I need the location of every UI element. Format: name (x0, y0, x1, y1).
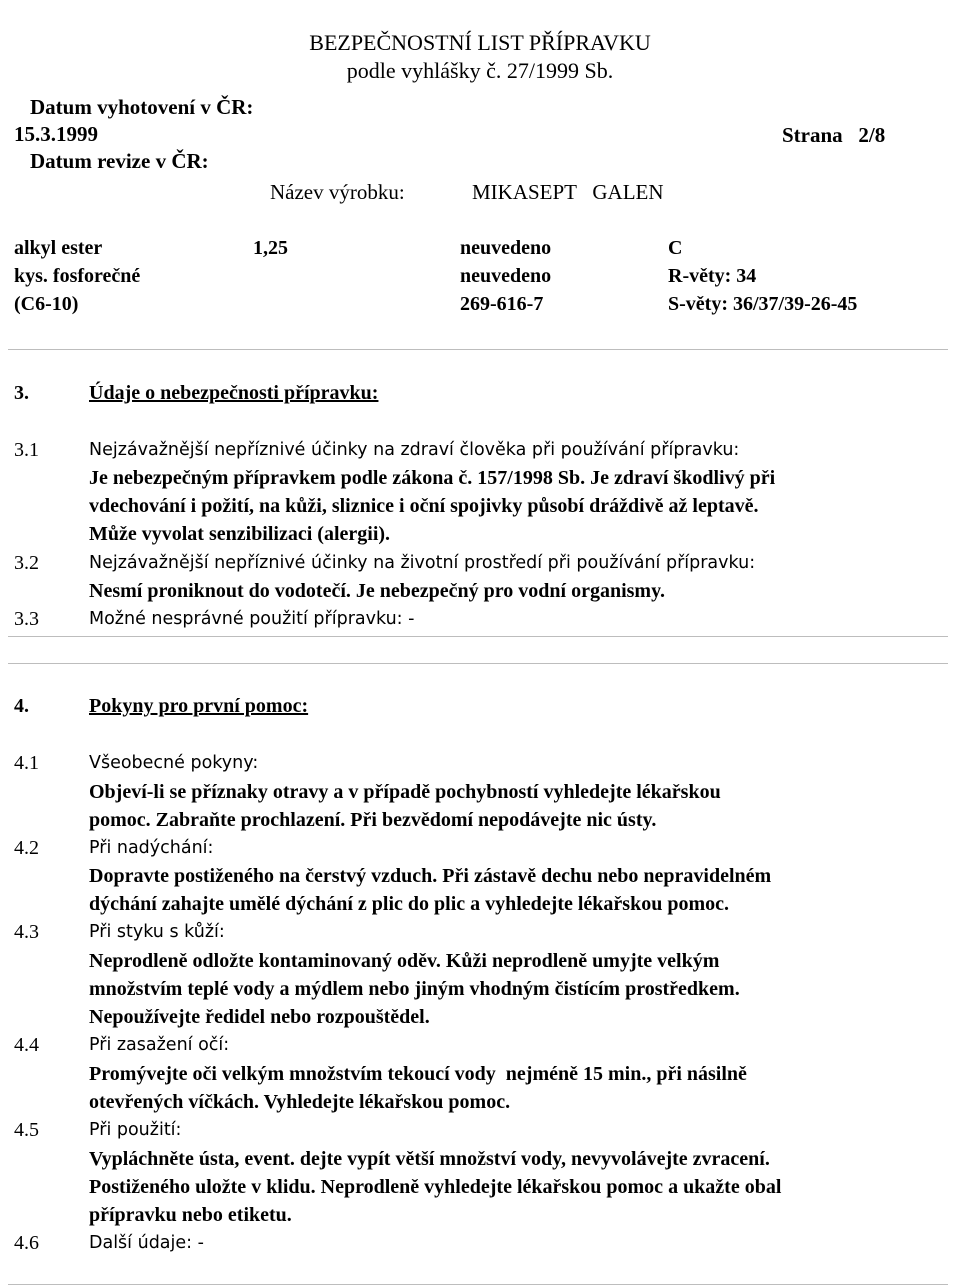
divider (8, 663, 948, 664)
table-cell: neuvedeno (460, 237, 552, 259)
table-cell: 269-616-7 (460, 293, 544, 315)
item-text: pomoc. Zabraňte prochlazení. Při bezvědomí nepodávejte nic ústy. (89, 809, 657, 831)
item-number: 4.3 (14, 921, 39, 943)
item-text: přípravku nebo etiketu. (89, 1204, 292, 1226)
table-cell: S-věty: 36/37/39-26-45 (668, 293, 858, 315)
product-label: Název výrobku: (270, 180, 405, 204)
item-label: Všeobecné pokyny: (89, 753, 259, 773)
item-text: Promývejte oči velkým množstvím tekoucí vody nejméně 15 min., při násilně (89, 1063, 747, 1085)
item-label: Další údaje: - (89, 1233, 204, 1253)
item-text: Je nebezpečným přípravkem podle zákona č. 157/1998 Sb. Je zdraví škodlivý při (89, 467, 776, 489)
item-text: otevřených víčkách. Vyhledejte lékařskou pomoc. (89, 1091, 511, 1113)
table-cell: 1,25 (253, 237, 288, 259)
document-title: BEZPEČNOSTNÍ LIST PŘÍPRAVKU (309, 30, 651, 55)
item-label: Nejzávažnější nepříznivé účinky na životní prostředí při používání přípravku: (89, 553, 756, 573)
item-text: Neprodleně odložte kontaminovaný oděv. Kůži neprodleně umyjte velkým (89, 950, 720, 972)
item-label: Při použití: (89, 1120, 182, 1140)
item-label: Při nadýchání: (89, 838, 214, 858)
section-4-number: 4. (14, 695, 29, 717)
item-text: množstvím teplé vody a mýdlem nebo jiným vhodným čistícím prostředkem. (89, 978, 740, 1000)
item-text: Objeví-li se příznaky otravy a v případě pochybností vyhledejte lékařskou (89, 781, 721, 803)
page-number: Strana 2/8 (782, 123, 886, 147)
section-3-number: 3. (14, 382, 29, 404)
table-cell: R-věty: 34 (668, 265, 757, 287)
divider (8, 636, 948, 637)
item-text: Vypláchněte ústa, event. dejte vypít větší množství vody, nevyvolávejte zvracení. (89, 1148, 770, 1170)
divider (8, 1284, 948, 1285)
item-text: dýchání zahajte umělé dýchání z plic do plic a vyhledejte lékařskou pomoc. (89, 893, 729, 915)
item-text: Nesmí proniknout do vodotečí. Je nebezpečný pro vodní organismy. (89, 580, 665, 602)
item-label: Při styku s kůží: (89, 922, 225, 942)
item-text: Dopravte postiženého na čerstvý vzduch. Při zástavě dechu nebo nepravidelném (89, 865, 772, 887)
item-text: vdechování i požití, na kůži, sliznice i oční spojivky působí dráždivě až leptavě. (89, 495, 759, 517)
divider (8, 349, 948, 350)
item-number: 3.3 (14, 608, 39, 630)
item-text: Postiženého uložte v klidu. Neprodleně vyhledejte lékařskou pomoc a ukažte obal (89, 1176, 782, 1198)
item-number: 4.2 (14, 837, 39, 859)
created-date: 15.3.1999 (14, 122, 98, 146)
section-4-title: Pokyny pro první pomoc: (89, 695, 309, 717)
item-label: Při zasažení očí: (89, 1035, 230, 1055)
section-3-title: Údaje o nebezpečnosti přípravku: (89, 382, 379, 404)
item-number: 4.1 (14, 752, 39, 774)
item-number: 4.4 (14, 1034, 39, 1056)
item-label: Nejzávažnější nepříznivé účinky na zdraví člověka při používání přípravku: (89, 440, 740, 460)
item-number: 4.5 (14, 1119, 39, 1141)
item-number: 4.6 (14, 1232, 39, 1254)
item-number: 3.1 (14, 439, 39, 461)
item-text: Může vyvolat senzibilizaci (alergii). (89, 523, 391, 545)
document-subtitle: podle vyhlášky č. 27/1999 Sb. (346, 58, 614, 83)
item-label: Možné nesprávné použití přípravku: - (89, 609, 415, 629)
table-cell: (C6-10) (14, 293, 79, 315)
table-cell: kys. fosforečné (14, 265, 141, 287)
table-cell: neuvedeno (460, 265, 552, 287)
item-number: 3.2 (14, 552, 39, 574)
created-date-label: Datum vyhotovení v ČR: (30, 95, 254, 119)
table-cell: C (668, 237, 683, 259)
revision-date-label: Datum revize v ČR: (30, 149, 209, 173)
product-name: MIKASEPT GALEN (472, 180, 664, 204)
item-text: Nepoužívejte ředidel nebo rozpouštědel. (89, 1006, 430, 1028)
table-cell: alkyl ester (14, 237, 103, 259)
